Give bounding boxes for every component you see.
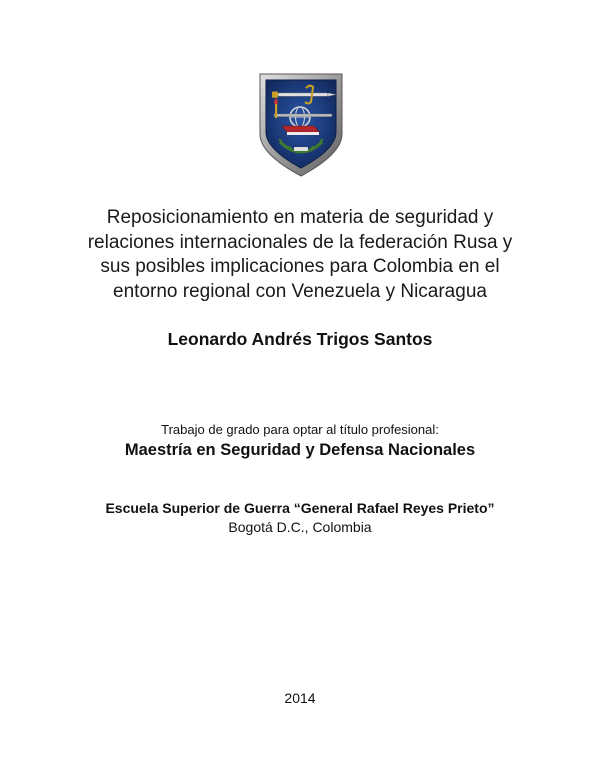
thesis-title-line: Reposicionamiento en materia de seguridad y (106, 207, 494, 228)
institution-location: Bogotá D.C., Colombia (228, 519, 372, 535)
publication-year: 2014 (284, 690, 316, 706)
thesis-title-line: sus posibles implicaciones para Colombia en el (100, 256, 500, 277)
degree-intro: Trabajo de grado para optar al título profesional: (161, 422, 439, 437)
military-school-crest-icon (256, 72, 346, 178)
author-name: Leonardo Andrés Trigos Santos (167, 329, 433, 349)
thesis-title-line: relaciones internacionales de la federación Rusa y (87, 231, 513, 253)
thesis-title (40, 206, 560, 304)
thesis-title-line: entorno regional con Venezuela y Nicaragua (113, 280, 487, 302)
degree-name: Maestría en Seguridad y Defensa Nacionales (124, 441, 476, 459)
institution-name: Escuela Superior de Guerra “General Rafael Reyes Prieto” (105, 500, 495, 516)
